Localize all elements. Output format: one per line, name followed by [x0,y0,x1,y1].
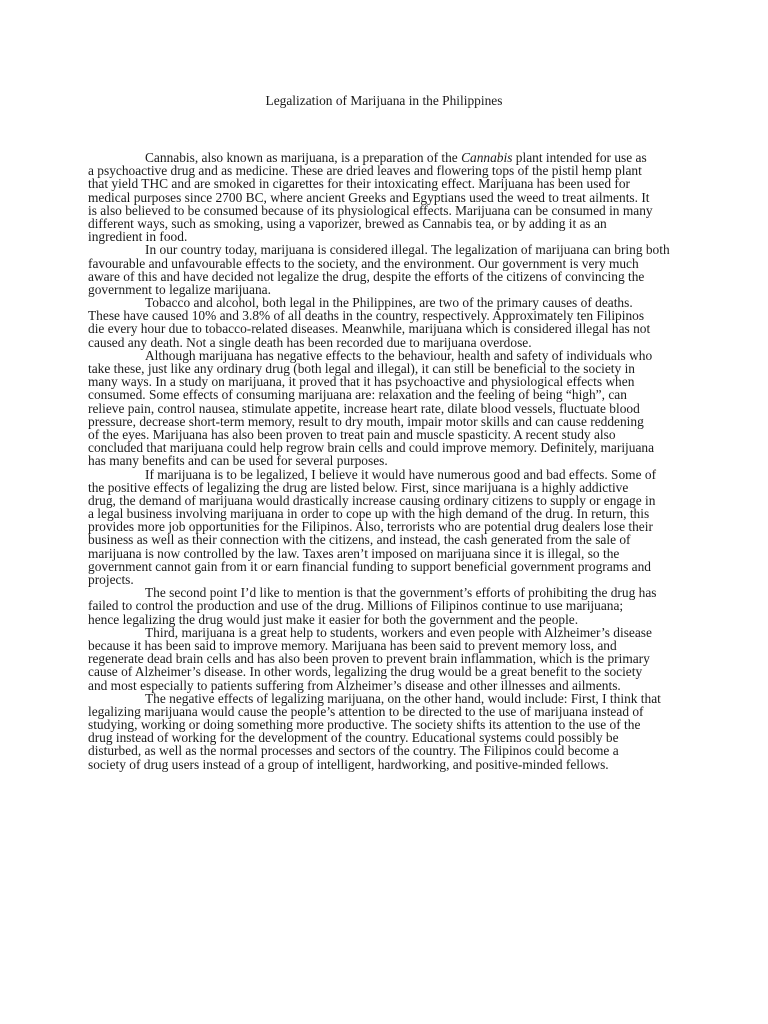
text-segment: These have caused 10% and 3.8% of all deaths in the country, respectively. Approximately ten Filipinos [88,308,645,324]
text-line [88,560,653,573]
text-segment: different ways, such as smoking, using a vaporizer, brewed as Cannabis tea, or by adding it as an [88,215,607,231]
text-segment: In our country today, marijuana is considered illegal. The legalization of marijuana can bring both [145,242,670,258]
text-segment: concluded that marijuana could help regrow brain cells and could improve memory. Definitely, marijuana [88,440,655,456]
text-segment: is also believed to be consumed because of its physiological effects. Marijuana can be consumed in many [88,202,653,218]
text-segment: studying, working or doing something more productive. The society shifts its attention to the use of the [88,717,641,733]
text-segment: If marijuana is to be legalized, I believe it would have numerous good and bad effects. Some of [145,466,657,482]
text-segment: aware of this and have decided not legalize the drug, despite the efforts of the citizens of convincing the [88,268,645,284]
text-segment: business as well as their connection with the citizens, and instead, the cash generated from the sale of [88,532,631,548]
paragraph [88,150,653,245]
text-segment: has many benefits and can be used for several purposes. [88,453,388,469]
text-segment: ingredient in food. [88,229,188,245]
text-segment: Cannabis, also known as marijuana, is a preparation of the [145,150,462,165]
text-segment: caused any death. Not a single death has been recorded due to marijuana overdose. [88,334,532,350]
text-segment: relieve pain, control nausea, stimulate appetite, increase heart rate, dilate blood vessels, fluctuate blood [88,400,640,416]
text-segment: favourable and unfavourable effects to the society, and the environment. Our government is very much [88,255,639,271]
paragraph [88,624,653,693]
text-segment: disturbed, as well as the normal processes and sectors of the country. The Filipinos could become a [88,743,619,759]
text-segment: projects. [88,572,134,587]
document-title: Legalization of Marijuana in the Philippines [265,93,503,108]
paragraph [88,347,655,469]
text-segment: medical purposes since 2700 BC, where ancient Greeks and Egyptians used the weed to treat ailments. It [88,189,650,205]
document-body [88,150,670,772]
text-segment: legalizing marijuana would cause the people’s attention to be directed to the use of marijuana instead of [88,703,644,719]
paragraph [88,242,670,297]
text-segment: a legal business involving marijuana in order to cope up with the high demand of the drug. In return, this [88,506,650,522]
text-segment: drug, the demand of marijuana would drastically increase causing ordinary citizens to supply or engage in [88,492,656,508]
text-segment: provides more job opportunities for the Filipinos. Also, terrorists who are potential drug dealers lose their [88,519,653,535]
text-segment: plant intended for use as [512,150,647,165]
text-segment: die every hour due to tobacco-related diseases. Meanwhile, marijuana which is considered illegal has not [88,321,651,337]
text-segment: cause of Alzheimer’s disease. In other words, legalizing the drug would be a great benefit to the society [88,664,643,680]
paragraph [88,585,657,627]
text-segment: regenerate dead brain cells and has also been proven to prevent brain inflammation, which is the primary [88,651,650,667]
paragraph [88,295,653,350]
text-segment: of the eyes. Marijuana has also been proven to treat pain and muscle spasticity. A recent study also [88,426,616,442]
text-segment: take these, just like any ordinary drug (both legal and illegal), it can still be beneficial to the society in [88,361,635,376]
text-segment: a psychoactive drug and as medicine. These are dried leaves and flowering tops of the pistil hemp plant [88,163,642,179]
text-segment: Although marijuana has negative effects to the behaviour, health and safety of individuals who [145,347,653,363]
text-segment: that yield THC and are smoked in cigarettes for their intoxicating effect. Marijuana has been used for [88,176,631,192]
text-segment: pressure, decrease short-term memory, result to dry mouth, impair motor skills and can cause reddening [88,413,644,429]
text-segment: The negative effects of legalizing marijuana, on the other hand, would include: First, I think that [145,690,661,706]
text-line [88,758,653,771]
text-segment: drug instead of working for the development of the country. Educational systems could possibly be [88,730,619,746]
text-segment: failed to control the production and use of the drug. Millions of Filipinos continue to use marijuana; [88,598,624,614]
italic-term: Cannabis [461,150,513,165]
text-segment: government to legalize marijuana. [88,281,271,297]
text-segment: Tobacco and alcohol, both legal in the Philippines, are two of the primary causes of deaths. [145,295,633,311]
text-segment: The second point I’d like to mention is that the government’s efforts of prohibiting the drug has [145,585,657,601]
text-segment: marijuana is now controlled by the law. Taxes aren’t imposed on marijuana since it is illegal, so the [88,545,620,561]
text-segment: government cannot gain from it or earn financial funding to support beneficial government programs and [88,558,651,574]
text-segment: the positive effects of legalizing the drug are listed below. First, since marijuana is a highly addictive [88,479,629,495]
paragraph [88,466,657,587]
text-segment: society of drug users instead of a group of intelligent, hardworking, and positive-minded fellows. [88,756,609,772]
text-segment: because it has been said to improve memory. Marijuana has been said to prevent memory loss, and [88,637,617,653]
paragraph [88,690,661,772]
text-segment: consumed. Some effects of consuming marijuana are: relaxation and the feeling of being “high”, can [88,387,627,403]
text-segment: hence legalizing the drug would just make it easier for both the government and the people. [88,611,579,627]
text-segment: Third, marijuana is a great help to students, workers and even people with Alzheimer’s disease [145,624,652,640]
text-segment: many ways. In a study on marijuana, it proved that it has psychoactive and physiological effects when [88,374,635,390]
text-segment: and most especially to patients suffering from Alzheimer’s disease and other illnesses and ailments. [88,677,621,693]
